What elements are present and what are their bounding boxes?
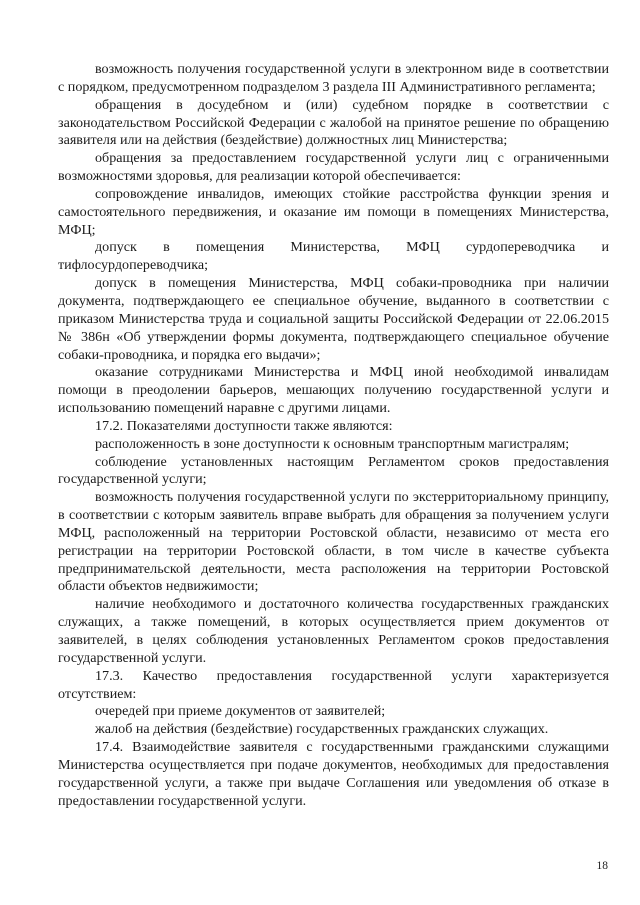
paragraph: допуск в помещения Министерства, МФЦ сурдопереводчика и тифлосурдопереводчика; [58, 239, 609, 274]
paragraph: сопровождение инвалидов, имеющих стойкие расстройства функции зрения и самостоятельного передвижения, и оказание им помощи в помещениях Министерства, МФЦ; [58, 185, 609, 238]
paragraph: обращения в досудебном и (или) судебном порядке в соответствии с законодательством Российской Федерации с жалобой на принятое решение по обращению заявителя или на действия (бездействие) должностных лиц Министерства; [58, 96, 609, 149]
paragraph: 17.2. Показателями доступности также являются: [95, 417, 393, 434]
paragraph: 17.3. Качество предоставления государственной услуги характеризуется отсутствием: [58, 667, 609, 702]
page-number: 18 [596, 860, 608, 872]
paragraph: расположенность в зоне доступности к основным транспортным магистралям; [95, 435, 570, 452]
paragraph: наличие необходимого и достаточного количества государственных гражданских служащих, а также помещений, в которых осуществляется прием документов от заявителей, в целях соблюдения установленных Регламентом сроков предоставления государственной услуги. [58, 596, 609, 666]
paragraph: допуск в помещения Министерства, МФЦ собаки-проводника при наличии документа, подтверждающего ее специальное обучение, выданного в соответствии с приказом Министерства труда и социальной защиты Российской Федерации от 22.06.2015 № 386н «Об утверждении формы документа, подтверждающего специальное обучение собаки-проводника, и порядка его выдачи»; [58, 275, 609, 363]
document-body [58, 61, 609, 810]
paragraph: возможность получения государственной услуги в электронном виде в соответствии с порядком, предусмотренном подразделом 3 раздела III Административного регламента; [58, 61, 609, 95]
paragraph: обращения за предоставлением государственной услуги лиц с ограниченными возможностями здоровья, для реализации которой обеспечивается: [58, 150, 609, 185]
paragraph: соблюдение установленных настоящим Регламентом сроков предоставления государственной услуги; [58, 453, 609, 488]
paragraph: возможность получения государственной услуги по экстерриториальному принципу, в соответствии с которым заявитель вправе выбрать для обращения за получением услуги МФЦ, расположенный на территории Ростовской области, независимо от места его регистрации на территории Ростовской области, в том числе в качестве субъекта предпринимательской деятельности, места расположения на территории Ростовской области объектов недвижимости; [58, 489, 609, 595]
paragraph: очередей при приеме документов от заявителей; [95, 703, 386, 720]
paragraph: оказание сотрудниками Министерства и МФЦ иной необходимой инвалидам помощи в преодолении барьеров, мешающих получению государственной услуги и использованию помещений наравне с другими лицами. [58, 364, 609, 417]
paragraph: жалоб на действия (бездействие) государственных гражданских служащих. [95, 721, 549, 738]
paragraph: 17.4. Взаимодействие заявителя с государственными гражданскими служащими Министерства осуществляется при подаче документов, необходимых для предоставления государственной услуги, а также при выдаче Соглашения или уведомления об отказе в предоставлении государственной услуги. [58, 739, 609, 809]
